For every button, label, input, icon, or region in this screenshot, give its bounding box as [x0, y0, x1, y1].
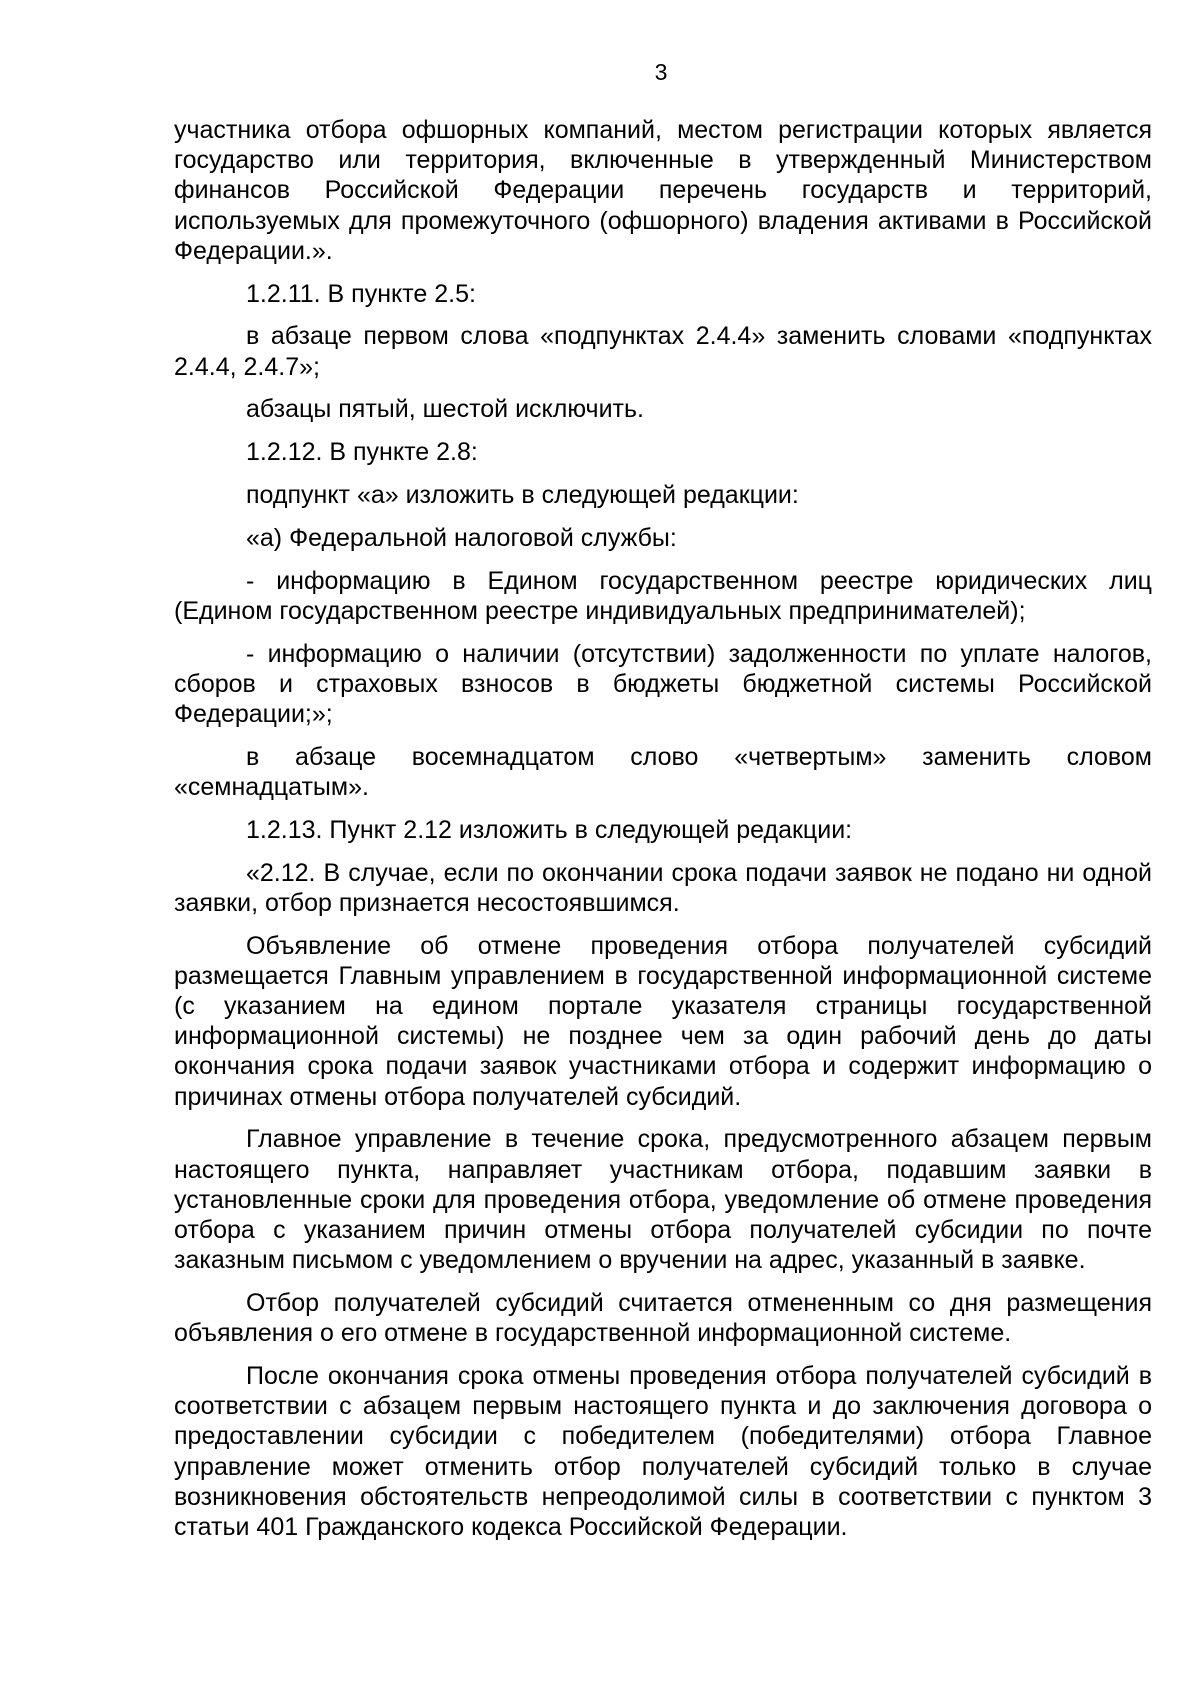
paragraph-item-1-2-13: 1.2.13. Пункт 2.12 изложить в следующей редакции:: [246, 815, 853, 844]
paragraph-debt-info: - информацию о наличии (отсутствии) задолженности по уплате налогов, сборов и страховых взносов в бюджеты бюджетной системы Российской Федерации;»;: [174, 639, 1152, 728]
paragraph-exclude-abzacs: абзацы пятый, шестой исключить.: [246, 395, 644, 424]
paragraph-notification: Главное управление в течение срока, предусмотренного абзацем первым настоящего пункта, направляет участникам отбора, подавшим заявки в установленные сроки для проведения отбора, уведомление об отмене проведения отбора с указанием причин отмены отбора получателей субсидии по почте заказным письмом с уведомлением о вручении на адрес, указанный в заявке.: [174, 1125, 1152, 1275]
paragraph-offshore-continuation: участника отбора офшорных компаний, местом регистрации которых является государство или территория, включенные в утвержденный Министерством финансов Российской Федерации перечень государств и территорий, используемых для промежуточного (офшорного) владения активами в Российской Федерации.».: [174, 116, 1152, 265]
paragraph-tax-service: «а) Федеральной налоговой службы:: [246, 523, 677, 552]
paragraph-item-1-2-12: 1.2.12. В пункте 2.8:: [246, 438, 478, 467]
paragraph-cancelled-date: Отбор получателей субсидий считается отмененным со дня размещения объявления о его отмене в государственной информационной системе.: [174, 1289, 1152, 1348]
document-body: [174, 115, 1152, 1555]
paragraph-first-abzac-replace: в абзаце первом слова «подпунктах 2.4.4» заменить словами «подпунктах 2.4.4, 2.4.7»;: [174, 322, 1152, 381]
paragraph-registry-info: - информацию в Едином государственном реестре юридических лиц (Едином государственном реестре индивидуальных предпринимателей);: [174, 566, 1152, 625]
paragraph-item-1-2-11: 1.2.11. В пункте 2.5:: [246, 279, 476, 308]
paragraph-eighteenth-abzac: в абзаце восемнадцатом слово «четвертым» заменить словом «семнадцатым».: [174, 742, 1152, 801]
paragraph-force-majeure: После окончания срока отмены проведения отбора получателей субсидий в соответствии с абзацем первым настоящего пункта и до заключения договора о предоставлении субсидии с победителем (победителями) отбора Главное управление может отменить отбор получателей субсидий только в случае возникновения обстоятельств непреодолимой силы в соответствии с пунктом 3 статьи 401 Гражданского кодекса Российской Федерации.: [174, 1362, 1152, 1542]
paragraph-subitem-a-intro: подпункт «а» изложить в следующей редакции:: [246, 481, 799, 509]
paragraph-2-12-no-applications: «2.12. В случае, если по окончании срока подачи заявок не подано ни одной заявки, отбор признается несостоявшимся.: [174, 858, 1152, 917]
paragraph-cancellation-announcement: Объявление об отмене проведения отбора получателей субсидий размещается Главным управлением в государственной информационной системе (с указанием на едином портале указателя страницы государственной информационной системы) не позднее чем за один рабочий день до даты окончания срока подачи заявок участниками отбора и содержит информацию о причинах отмены отбора получателей субсидий.: [174, 931, 1152, 1111]
page-number: 3: [654, 59, 668, 85]
